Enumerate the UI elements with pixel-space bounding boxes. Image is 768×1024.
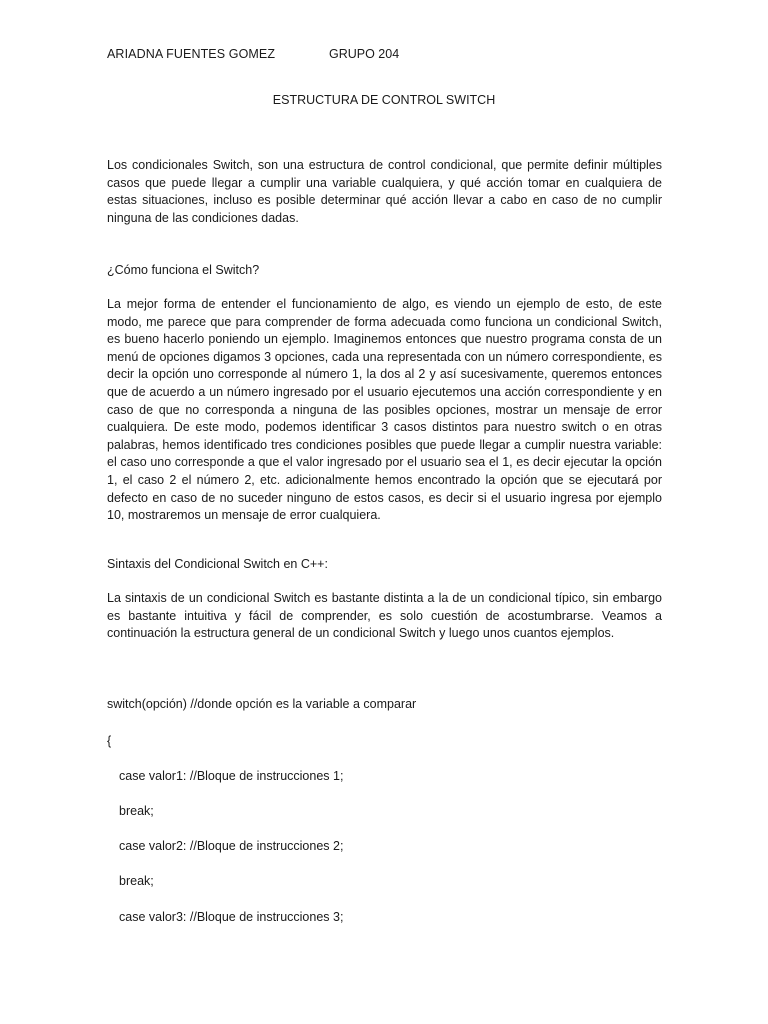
como-funciona-paragraph: La mejor forma de entender el funcionamiento de algo, es viendo un ejemplo de esto, de este modo, me parece que para comprender de forma adecuada como funciona un condicional Switch, es bueno hacerlo poniendo un ejemplo. Imaginemos entonces que nuestro programa consta de un menú de opciones digamos 3 opciones, cada una representada con un número correspondiente, es decir la opción uno corresponde al número 1, la dos al 2 y así sucesivamente, queremos entonces que de acuerdo a un número ingresado por el usuario ejecutemos una acción correspondiente y en caso de que no corresponda a ninguna de las posibles opciones, mostrar un mensaje de error cualquiera. De este modo, podemos identificar 3 casos distintos para nuestro switch o en otras palabras, hemos identificado tres condiciones posibles que puede llegar a cumplir nuestra variable: el caso uno corresponde a que el valor ingresado por el usuario sea el 1, es decir ejecutar la opción 1, el caso 2 el número 2, etc. adicionalmente hemos encontrado la opción que se ejecutará por defecto en caso de no suceder ninguno de estos casos, es decir si el usuario ingresa por ejemplo 10, mostraremos un mensaje de error cualquiera. — [107, 297, 662, 523]
document-title: ESTRUCTURA DE CONTROL SWITCH — [272, 93, 496, 107]
intro-paragraph: Los condicionales Switch, son una estructura de control condicional, que permite definir múltiples casos que puede llegar a cumplir una variable cualquiera, y qué acción tomar en cualquiera de estas situaciones, incluso es posible determinar qué acción llevar a cabo en caso de no cumplir ninguna de las condiciones dadas. — [107, 158, 662, 225]
code-line: switch(opción) //donde opción es la variable a comparar — [107, 697, 417, 711]
section-heading-sintaxis: Sintaxis del Condicional Switch en C++: — [107, 557, 328, 571]
code-line: break; — [119, 874, 154, 888]
code-line: case valor3: //Bloque de instrucciones 3; — [119, 910, 344, 924]
group-label: GRUPO 204 — [329, 47, 400, 61]
code-line: case valor2: //Bloque de instrucciones 2; — [119, 839, 344, 853]
section-heading-como-funciona: ¿Cómo funciona el Switch? — [107, 263, 260, 277]
code-line: case valor1: //Bloque de instrucciones 1; — [119, 769, 344, 783]
author-name: ARIADNA FUENTES GOMEZ — [107, 47, 276, 61]
sintaxis-paragraph: La sintaxis de un condicional Switch es bastante distinta a la de un condicional típico, sin embargo es bastante intuitiva y fácil de comprender, es solo cuestión de acostumbrarse. Veamos a continuación la estructura general de un condicional Switch y luego unos cuantos ejemplos. — [107, 591, 662, 641]
code-line: { — [107, 734, 112, 748]
code-line: break; — [119, 804, 154, 818]
